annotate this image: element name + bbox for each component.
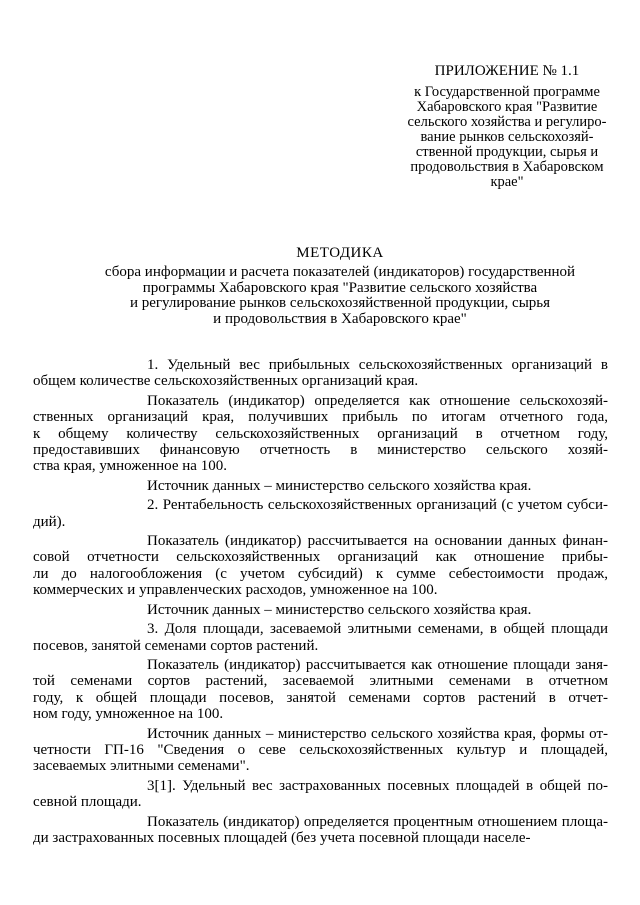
paragraph xyxy=(33,656,608,723)
paragraph xyxy=(113,478,608,494)
paragraph-line: Показатель (индикатор) определяется процентным отношением площа- xyxy=(147,813,608,830)
paragraph-line: совой отчетности сельскохозяйственных организаций как отношение прибы- xyxy=(33,549,608,566)
subtitle-line: и регулирование рынков сельскохозяйственной продукции, сырья xyxy=(129,295,551,311)
appendix-line: вание рынков сельскохозяй- xyxy=(420,129,594,145)
paragraph-line: той семенами сортов растений, засеваемой элитными семенами в отчетном xyxy=(33,673,608,690)
paragraph xyxy=(33,392,608,475)
paragraph-line: Источник данных – министерство сельского хозяйства края. xyxy=(147,601,532,618)
paragraph xyxy=(33,777,608,811)
subtitle-line: и продовольствия в Хабаровского крае" xyxy=(213,310,467,327)
paragraph-line: четности ГП-16 "Сведения о севе сельскохозяйственных культур и площадей, xyxy=(33,741,608,758)
paragraph xyxy=(33,621,608,654)
paragraph xyxy=(33,357,608,390)
appendix-line: к Государственной программе xyxy=(414,84,600,100)
paragraph-line: ном году, умноженное на 100. xyxy=(33,706,224,723)
appendix-line: Хабаровского края "Развитие xyxy=(416,99,598,115)
methodology-title: МЕТОДИКА xyxy=(296,245,384,261)
subtitle-line: программы Хабаровского края "Развитие сельского хозяйства xyxy=(142,279,538,296)
paragraph-line: Показатель (индикатор) определяется как отношение сельскохозяй- xyxy=(147,392,608,409)
appendix-line: сельского хозяйства и регулиро- xyxy=(407,114,607,130)
paragraph-line: Источник данных – министерство сельского хозяйства края. xyxy=(147,477,532,494)
paragraph-line: предоставивших финансовую отчетность в министерство сельского хозяй- xyxy=(33,442,608,459)
paragraph xyxy=(33,813,608,847)
subtitle-line: сбора информации и расчета показателей (индикаторов) государственной xyxy=(104,264,576,280)
paragraph xyxy=(33,497,608,530)
paragraph-line: севной площади. xyxy=(33,794,142,811)
paragraph-line: общем количестве сельскохозяйственных организаций края. xyxy=(33,373,419,390)
paragraph-line: посевов, занятой семенами сортов растений. xyxy=(33,637,319,654)
paragraph-line: 3. Доля площади, засеваемой элитными семенами, в общей площади xyxy=(147,621,608,638)
paragraph-line: ди застрахованных посевных площадей (без учета посевной площади населе- xyxy=(33,829,531,846)
appendix-line: крае" xyxy=(490,174,524,190)
paragraph-line: году, к общей площади посевов, занятой семенами сортов растений в отчет- xyxy=(33,689,608,706)
paragraph xyxy=(113,602,608,618)
paragraph-line: Источник данных – министерство сельского хозяйства края, формы от- xyxy=(147,725,608,742)
body-text xyxy=(33,357,608,849)
paragraph-line: ства края, умноженное на 100. xyxy=(33,458,227,475)
paragraph xyxy=(33,725,608,775)
paragraph-line: к общему количеству сельскохозяйственных организаций в отчетном году, xyxy=(33,425,608,442)
paragraph-line: 3[1]. Удельный вес застрахованных посевных площадей в общей по- xyxy=(147,777,608,794)
appendix-title: ПРИЛОЖЕНИЕ № 1.1 xyxy=(434,63,580,79)
paragraph-line: Показатель (индикатор) рассчитывается на основании данных финан- xyxy=(147,533,608,550)
paragraph-line: ственных организаций края, получивших прибыль по итогам отчетного года, xyxy=(33,409,608,426)
paragraph-line: Показатель (индикатор) рассчитывается как отношение площади заня- xyxy=(147,656,608,673)
methodology-subtitle xyxy=(90,265,590,327)
appendix-line: продовольствия в Хабаровском xyxy=(410,159,604,175)
paragraph xyxy=(33,533,608,599)
paragraph-line: коммерческих и управленческих расходов, умноженное на 100. xyxy=(33,582,438,599)
paragraph-line: дий). xyxy=(33,513,66,530)
paragraph-line: ли до налогообложения (с учетом субсидий) к сумме себестоимости продаж, xyxy=(33,565,608,582)
paragraph-line: засеваемых элитными семенами". xyxy=(33,758,250,775)
appendix-header xyxy=(392,64,622,190)
paragraph-line: 1. Удельный вес прибыльных сельскохозяйственных организаций в xyxy=(147,357,608,373)
paragraph-line: 2. Рентабельность сельскохозяйственных организаций (с учетом субси- xyxy=(147,497,608,514)
appendix-line: ственной продукции, сырья и xyxy=(415,144,599,160)
